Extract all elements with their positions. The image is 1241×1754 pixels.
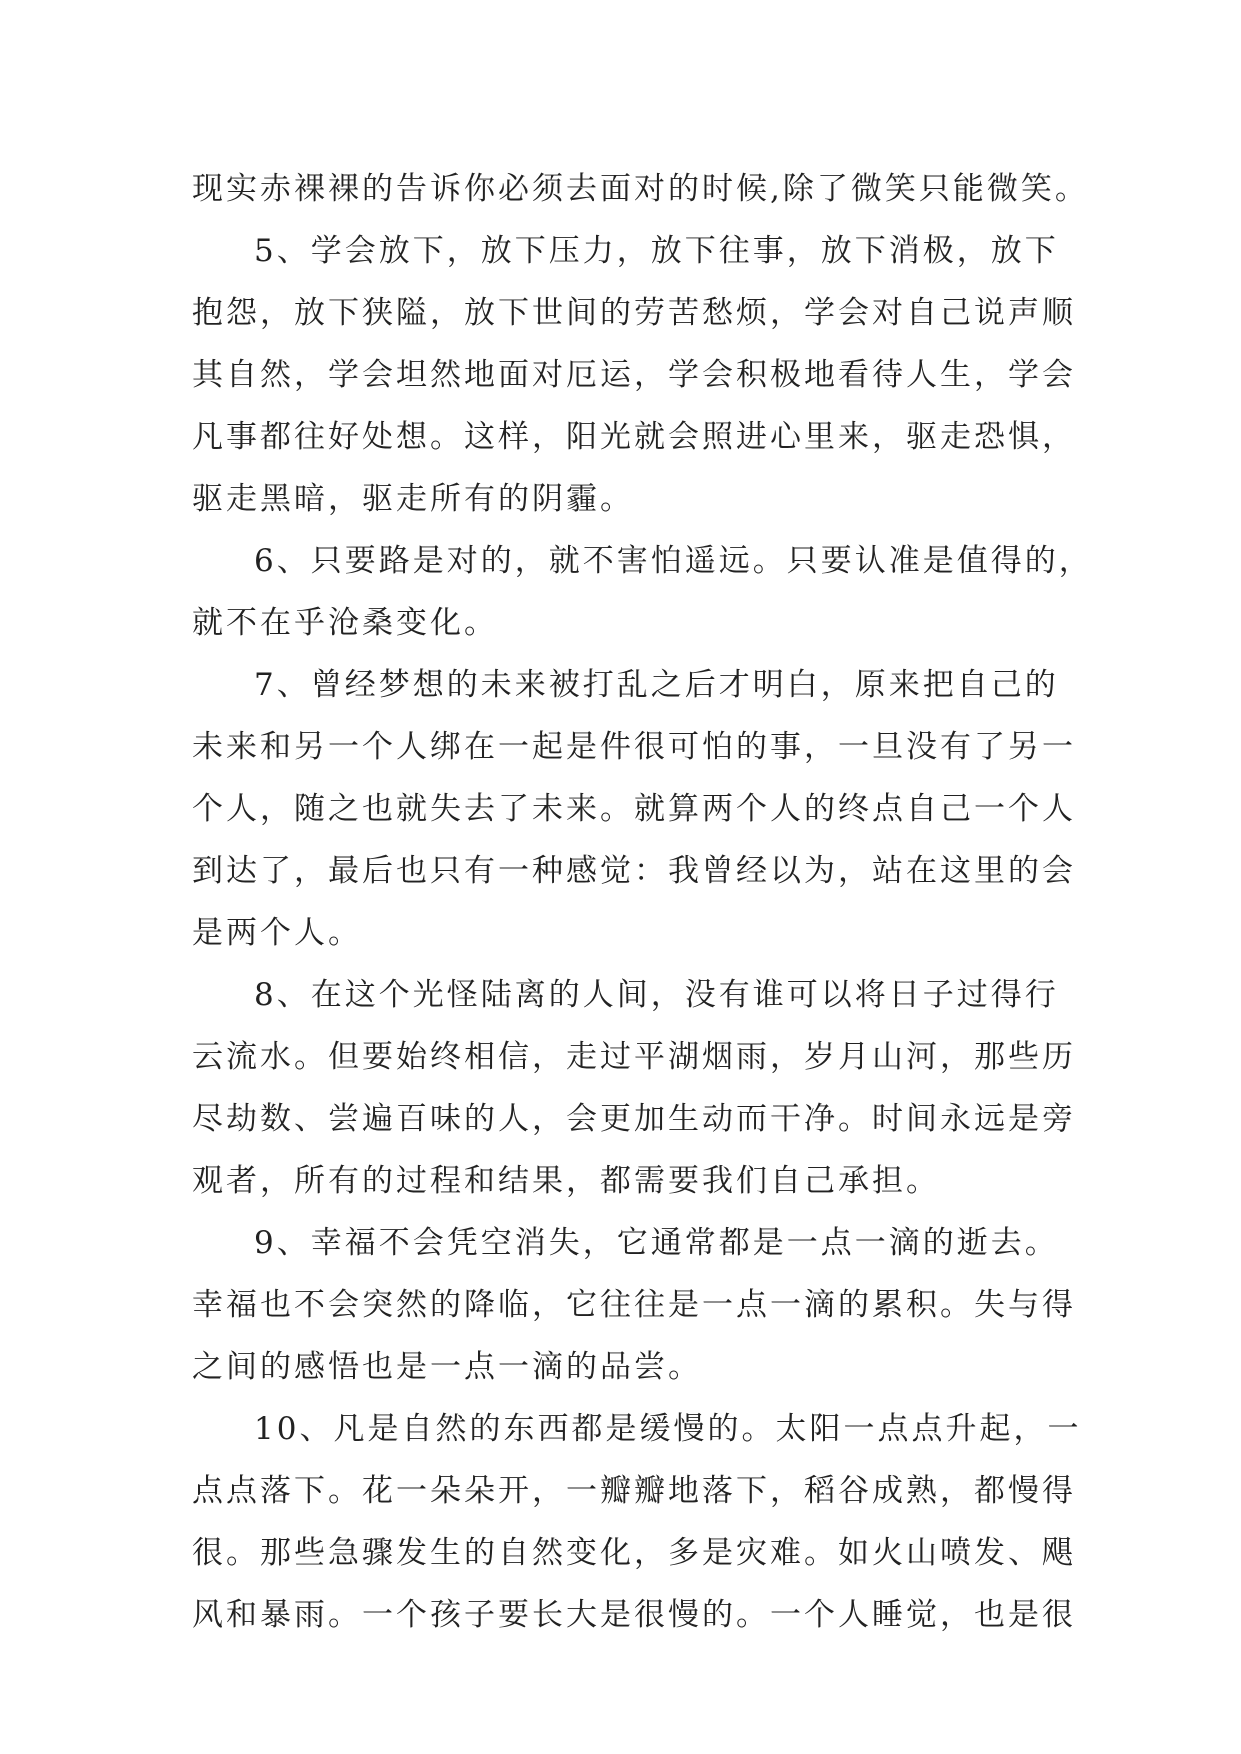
item-9-first-line: 9、幸福不会凭空消失，它通常都是一点一滴的逝去。 [254, 1225, 1059, 1261]
item-8-line: 云流水。但要始终相信，走过平湖烟雨，岁月山河，那些历 [192, 1039, 1076, 1075]
item-7-line: 是两个人。 [192, 915, 362, 951]
item-10-line: 风和暴雨。一个孩子要长大是很慢的。一个人睡觉，也是很 [192, 1597, 1076, 1633]
item-7-line: 未来和另一个人绑在一起是件很可怕的事，一旦没有了另一 [192, 729, 1076, 765]
item-8-line: 观者，所有的过程和结果，都需要我们自己承担。 [192, 1163, 940, 1199]
item-10-line: 很。那些急骤发生的自然变化，多是灾难。如火山喷发、飓 [192, 1535, 1076, 1571]
item-7-line: 个人，随之也就失去了未来。就算两个人的终点自己一个人 [192, 791, 1076, 827]
item-6-first-line: 6、只要路是对的，就不害怕遥远。只要认准是值得的， [254, 543, 1093, 579]
item-9-line: 幸福也不会突然的降临，它往往是一点一滴的累积。失与得 [192, 1287, 1076, 1323]
item-6-line: 就不在乎沧桑变化。 [192, 605, 498, 641]
item-10-line: 点点落下。花一朵朵开，一瓣瓣地落下，稻谷成熟，都慢得 [192, 1473, 1076, 1509]
item-10-first-line: 10、凡是自然的东西都是缓慢的。太阳一点点升起，一 [254, 1411, 1082, 1447]
item-8-first-line: 8、在这个光怪陆离的人间，没有谁可以将日子过得行 [254, 977, 1059, 1013]
item-7-line: 到达了，最后也只有一种感觉：我曾经以为，站在这里的会 [192, 853, 1076, 889]
item-5-line: 凡事都往好处想。这样，阳光就会照进心里来，驱走恐惧， [192, 419, 1076, 455]
item-5-line: 抱怨，放下狭隘，放下世间的劳苦愁烦，学会对自己说声顺 [192, 295, 1076, 331]
item-5-line: 其自然，学会坦然地面对厄运，学会积极地看待人生，学会 [192, 357, 1076, 393]
item-9-line: 之间的感悟也是一点一滴的品尝。 [192, 1349, 702, 1385]
text-line-continuation: 现实赤裸裸的告诉你必须去面对的时候,除了微笑只能微笑。 [192, 171, 1089, 207]
item-7-first-line: 7、曾经梦想的未来被打乱之后才明白，原来把自己的 [254, 667, 1059, 703]
item-8-line: 尽劫数、尝遍百味的人，会更加生动而干净。时间永远是旁 [192, 1101, 1076, 1137]
item-5-line: 驱走黑暗，驱走所有的阴霾。 [192, 481, 634, 517]
item-5-first-line: 5、学会放下，放下压力，放下往事，放下消极，放下 [254, 233, 1059, 269]
document-body [192, 158, 1093, 1646]
